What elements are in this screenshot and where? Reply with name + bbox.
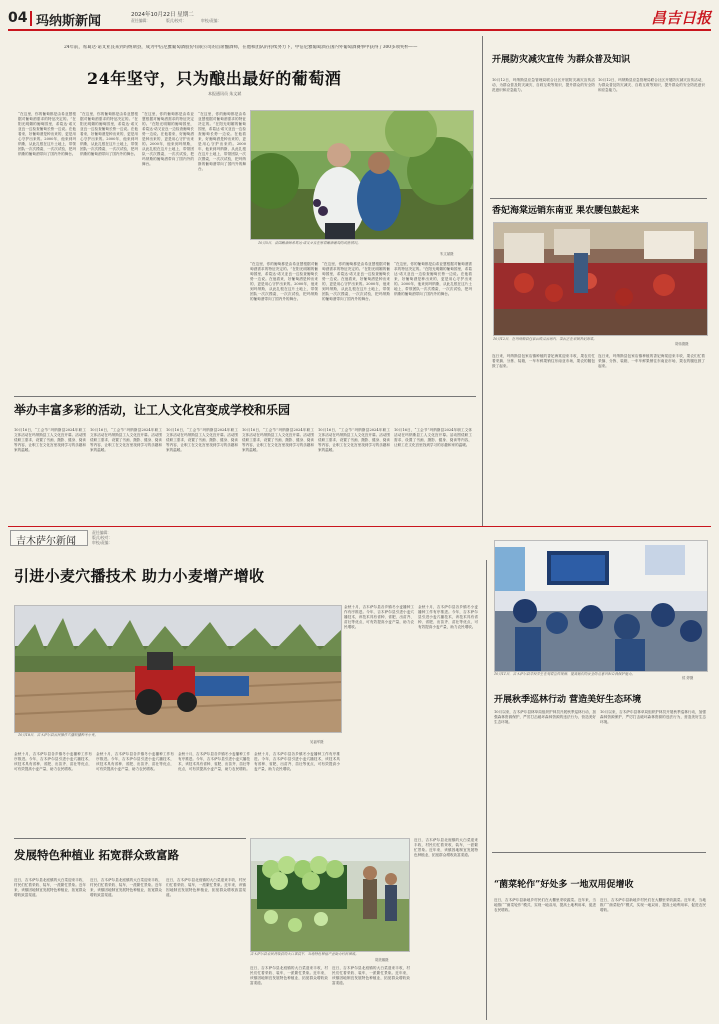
- lead-photo-winemaker: [250, 110, 474, 240]
- lower-right-headline-2: “菌菜轮作”好处多 一地双用促增收: [494, 880, 634, 890]
- issue-date: 2024年10月22日 星期二: [131, 12, 194, 18]
- lower-story2-col5: 近日，吉木萨尔县北庭镇的大白菜迎来丰收，村民们忙着采收、装车，一派繁忙景象。近年来，该镇因地制宜发展特色种植业，拓宽群众增收致富渠道。: [332, 966, 410, 985]
- lower-editor-3: 审校/责编：: [92, 540, 113, 545]
- right-mid-col2: 连日来，玛纳斯县包家店镇种植的香妃海棠迎来丰收，果农们忙着采摘、分拣、装箱，一车车鲜果销往东南亚市场，果农的腰包鼓了起来。: [598, 354, 705, 368]
- lower-cabbage-credit: 胡美娜摄: [375, 958, 389, 962]
- lower-right-headline-1: 开展秋季巡林行动 营造美好生态环境: [494, 695, 642, 705]
- lead-bottom-rule: [14, 396, 476, 397]
- lower-mid-rule: [14, 838, 246, 839]
- lower-photo-credit: 吴福军摄: [310, 740, 324, 744]
- lead-intro: 24年前，希葛达·诺叉亚良来到玛纳斯县，成为中信尼雅葡萄酒股份有限公司的首席酿酒师，在他和团队的持续努力下，中信尼雅葡萄酒在国内外葡萄酒赛事中获得了300多项奖杯——: [64, 45, 418, 50]
- lower-right-photo-caption: 10月11日，吉木萨尔县学校学生在观看宣传视频，提高他们的安全防范意识和自我保护能力。: [494, 672, 635, 676]
- masthead-divider: [30, 11, 32, 26]
- lower-photo-caption: 10月18日，吉木萨尔县农民操作穴播机播种冬小麦。: [18, 733, 98, 737]
- right-mid-headline: 香妃海棠远销东南亚 果农腰包鼓起来: [492, 206, 640, 216]
- lower-section-title: 吉木萨尔新闻: [16, 536, 76, 547]
- editor-line-2: 版式/校对：: [166, 18, 187, 23]
- lower-red-rule: [8, 526, 711, 527]
- right-mid-photo-credit: 胡伟德摄: [675, 342, 689, 346]
- lower-story2-headline: 发展特色种植业 拓宽群众致富路: [14, 848, 180, 862]
- right-top-headline: 开展防灾减灾宣传 为群众普及知识: [492, 55, 631, 65]
- story2-col4: 10月16日，“工会节”玛纳斯县2024年职工文体活动在玛纳斯县工人文化宫开幕。活动围绕职工需求，设置了书画、摄影、健身、阅读等内容，让职工在文化宫里找到学习的乐趣和家的温暖。: [242, 428, 314, 452]
- lower-right-photo-classroom: [494, 540, 708, 672]
- story2-col3: 10月16日，“工会节”玛纳斯县2024年职工文体活动在玛纳斯县工人文化宫开幕。活动围绕职工需求，设置了书画、摄影、健身、阅读等内容，让职工在文化宫里找到学习的乐趣和家的温暖。: [166, 428, 238, 452]
- lead-photo-caption: 10月5日，法国酿酒师希葛达·诺叉亚良在察看酿酒葡萄的成熟情况。: [258, 241, 361, 245]
- lower-right-photo-credit: 侯 婷摄: [682, 676, 694, 680]
- lower-story2-col2: 近日，吉木萨尔县北庭镇的大白菜迎来丰收，村民们忙着采收、装车，一派繁忙景象。近年来，该镇因地制宜发展特色种植业，拓宽群众增收致富渠道。: [90, 878, 162, 897]
- lead-body-col2: “在这里，你的葡萄都是由希亚慧根据对葡萄酒需求的特征决定的。”在阳光明媚的葡萄园里，希葛达·诺叉亚良一边检查葡萄长势一边说。在他看来，好葡萄酒是种出来的，更是用心守护出来的。2000年，他来到玛纳斯，从此扎根在这片土地上，带领团队一次次摸索，一次次试验，把玛纳斯的葡萄酒带向了国内外的舞台。: [80, 112, 138, 156]
- section-title: 玛纳斯新闻: [36, 14, 102, 29]
- lower-right-col3: 近日，吉木萨尔县新地乡村民们在大棚里采收蔬菜。近年来，当地推广“菌菜轮作”模式，实现一地双用，提高土地利用率，促进农民增收。: [494, 898, 596, 912]
- right-mid-photo-caption: 10月12日，在玛纳斯县包家店镇某农场内，果农正在采摘香妃海棠。: [493, 337, 597, 341]
- editor-line-1: 责任编辑：: [131, 18, 150, 23]
- lead-body-col7: “在这里，你的葡萄都是由希亚慧根据对葡萄酒需求的特征决定的。”在阳光明媚的葡萄园里，希葛达·诺叉亚良一边检查葡萄长势一边说。在他看来，好葡萄酒是种出来的，更是用心守护出来的。2000年，他来到玛纳斯，从此扎根在这片土地上，带领团队一次次摸索，一次次试验，把玛纳斯的葡萄酒带向了国内外的舞台。: [394, 262, 472, 296]
- lead-body-col1: “在这里，你的葡萄都是由希亚慧根据对葡萄酒需求的特征决定的。”在阳光明媚的葡萄园里，希葛达·诺叉亚良一边检查葡萄长势一边说。在他看来，好葡萄酒是种出来的，更是用心守护出来的。2000年，他来到玛纳斯，从此扎根在这片土地上，带领团队一次次摸索，一次次试验，把玛纳斯的葡萄酒带向了国内外的舞台。: [18, 112, 76, 156]
- lead-body-col4: “在这里，你的葡萄都是由希亚慧根据对葡萄酒需求的特征决定的。”在阳光明媚的葡萄园里，希葛达·诺叉亚良一边检查葡萄长势一边说。在他看来，好葡萄酒是种出来的，更是用心守护出来的。2000年，他来到玛纳斯，从此扎根在这片土地上，带领团队一次次摸索，一次次试验，把玛纳斯的葡萄酒带向了国内外的舞台。: [198, 112, 246, 171]
- lower-col3: 金秋十月，吉木萨尔县各乡镇冬小麦播种工作有序推进。今年，吉木萨尔县引进小麦穴播技术，该技术具有省种、省肥、出苗齐、苗壮等优点，可有效提高小麦产量，助力农民增收。: [178, 752, 250, 771]
- story2-col1: 10月16日，“工会节”玛纳斯县2024年职工文体活动在玛纳斯县工人文化宫开幕。活动围绕职工需求，设置了书画、摄影、健身、阅读等内容，让职工在文化宫里找到学习的乐趣和家的温暖。: [14, 428, 86, 452]
- lead-body-col6: “在这里，你的葡萄都是由希亚慧根据对葡萄酒需求的特征决定的。”在阳光明媚的葡萄园里，希葛达·诺叉亚良一边检查葡萄长势一边说。在他看来，好葡萄酒是种出来的，更是用心守护出来的。2000年，他来到玛纳斯，从此扎根在这片土地上，带领团队一次次摸索，一次次试验，把玛纳斯的葡萄酒带向了国内外的舞台。: [322, 262, 390, 301]
- editor-line-3: 审校/责编：: [201, 18, 222, 23]
- story2-col2: 10月16日，“工会节”玛纳斯县2024年职工文体活动在玛纳斯县工人文化宫开幕。活动围绕职工需求，设置了书画、摄影、健身、阅读等内容，让职工在文化宫里找到学习的乐趣和家的温暖。: [90, 428, 162, 452]
- column-divider-top: [482, 36, 483, 526]
- lower-photo-cabbage: [250, 838, 410, 952]
- column-divider-bottom: [486, 560, 487, 1020]
- lower-story2-col1: 近日，吉木萨尔县北庭镇的大白菜迎来丰收，村民们忙着采收、装车，一派繁忙景象。近年来，该镇因地制宜发展特色种植业，拓宽群众增收致富渠道。: [14, 878, 86, 897]
- lead-byline: 本报通讯员 朱文斌: [208, 91, 242, 96]
- lower-editor-2: 版式/校对：: [92, 535, 113, 540]
- lower-right-col2: 10月以来，吉木萨尔县林草局组织护林员开展秋季巡林行动，加强森林资源保护，严厉打击破坏森林资源的违法行为，营造美好生态环境。: [600, 710, 706, 724]
- lead-body-col3: “在这里，你的葡萄都是由希亚慧根据对葡萄酒需求的特征决定的。”在阳光明媚的葡萄园里，希葛达·诺叉亚良一边检查葡萄长势一边说。在他看来，好葡萄酒是种出来的，更是用心守护出来的。2000年，他来到玛纳斯，从此扎根在这片土地上，带领团队一次次摸索，一次次试验，把玛纳斯的葡萄酒带向了国内外的舞台。: [142, 112, 194, 166]
- right-top-col1: 10月12日，玛纳斯县应急管理局联合社区开展防灾减灾宣传活动，为群众普及防灾减灾、自救互救等知识，提升群众的安全防范意识和应急能力。: [492, 78, 595, 92]
- story2-col5: 10月16日，“工会节”玛纳斯县2024年职工文体活动在玛纳斯县工人文化宫开幕。活动围绕职工需求，设置了书画、摄影、健身、阅读等内容，让职工在文化宫里找到学习的乐趣和家的温暖。: [318, 428, 390, 452]
- lead-headline: 24年坚守，只为酿出最好的葡萄酒: [87, 69, 342, 88]
- lower-col4: 金秋十月，吉木萨尔县各乡镇冬小麦播种工作有序推进。今年，吉木萨尔县引进小麦穴播技术，该技术具有省种、省肥、出苗齐、苗壮等优点，可有效提高小麦产量，助力农民增收。: [254, 752, 340, 771]
- right-top-rule: [490, 198, 707, 199]
- lower-col1: 金秋十月，吉木萨尔县各乡镇冬小麦播种工作有序推进。今年，吉木萨尔县引进小麦穴播技术，该技术具有省种、省肥、出苗齐、苗壮等优点，可有效提高小麦产量，助力农民增收。: [14, 752, 92, 771]
- lower-story2-col6: 近日，吉木萨尔县北庭镇的大白菜迎来丰收，村民们忙着采收、装车，一派繁忙景象。近年来，该镇因地制宜发展特色种植业，拓宽群众增收致富渠道。: [414, 838, 478, 857]
- lower-col6: 金秋十月，吉木萨尔县各乡镇冬小麦播种工作有序推进。今年，吉木萨尔县引进小麦穴播技术，该技术具有省种、省肥、出苗齐、苗壮等优点，可有效提高小麦产量，助力农民增收。: [418, 605, 478, 629]
- right-top-col2: 10月12日，玛纳斯县应急管理局联合社区开展防灾减灾宣传活动，为群众普及防灾减灾、自救互救等知识，提升群众的安全防范意识和应急能力。: [598, 78, 705, 92]
- lead-photo-credit: 朱文斌摄: [440, 252, 454, 256]
- masthead: [8, 7, 711, 29]
- lower-right-col4: 近日，吉木萨尔县新地乡村民们在大棚里采收蔬菜。近年来，当地推广“菌菜轮作”模式，实现一地双用，提高土地利用率，促进农民增收。: [600, 898, 706, 912]
- story2-headline: 举办丰富多彩的活动，让工人文化宫变成学校和乐园: [14, 403, 291, 417]
- lower-story2-col4: 近日，吉木萨尔县北庭镇的大白菜迎来丰收，村民们忙着采收、装车，一派繁忙景象。近年来，该镇因地制宜发展特色种植业，拓宽群众增收致富渠道。: [250, 966, 328, 985]
- lower-right-rule: [492, 852, 706, 853]
- lower-cabbage-caption: 吉木萨尔县农民将收获的大白菜装车，当地特色种植产业助力村民增收。: [250, 952, 359, 956]
- right-mid-photo-fruit: [493, 222, 708, 336]
- lower-right-col1: 10月以来，吉木萨尔县林草局组织护林员开展秋季巡林行动，加强森林资源保护，严厉打击破坏森林资源的违法行为，营造美好生态环境。: [494, 710, 596, 724]
- lower-section-box: [10, 530, 88, 546]
- story2-col6: 10月16日，“工会节”玛纳斯县2024年职工文体活动在玛纳斯县工人文化宫开幕。活动围绕职工需求，设置了书画、摄影、健身、阅读等内容，让职工在文化宫里找到学习的乐趣和家的温暖。: [394, 428, 472, 447]
- lead-body-col5: “在这里，你的葡萄都是由希亚慧根据对葡萄酒需求的特征决定的。”在阳光明媚的葡萄园里，希葛达·诺叉亚良一边检查葡萄长势一边说。在他看来，好葡萄酒是种出来的，更是用心守护出来的。2000年，他来到玛纳斯，从此扎根在这片土地上，带领团队一次次摸索，一次次试验，把玛纳斯的葡萄酒带向了国内外的舞台。: [250, 262, 318, 301]
- lower-col2: 金秋十月，吉木萨尔县各乡镇冬小麦播种工作有序推进。今年，吉木萨尔县引进小麦穴播技术，该技术具有省种、省肥、出苗齐、苗壮等优点，可有效提高小麦产量，助力农民增收。: [96, 752, 174, 771]
- page-number: 04: [8, 10, 28, 26]
- lower-headline: 引进小麦穴播技术 助力小麦增产增收: [14, 567, 265, 585]
- newspaper-logo: 昌吉日报: [651, 9, 712, 27]
- right-mid-col1: 连日来，玛纳斯县包家店镇种植的香妃海棠迎来丰收，果农们忙着采摘、分拣、装箱，一车车鲜果销往东南亚市场，果农的腰包鼓了起来。: [492, 354, 595, 368]
- lower-story2-col3: 近日，吉木萨尔县北庭镇的大白菜迎来丰收，村民们忙着采收、装车，一派繁忙景象。近年来，该镇因地制宜发展特色种植业，拓宽群众增收致富渠道。: [166, 878, 246, 897]
- top-red-rule: [8, 29, 711, 31]
- lower-col5: 金秋十月，吉木萨尔县各乡镇冬小麦播种工作有序推进。今年，吉木萨尔县引进小麦穴播技术，该技术具有省种、省肥、出苗齐、苗壮等优点，可有效提高小麦产量，助力农民增收。: [344, 605, 414, 629]
- lower-editor-1: 责任编辑：: [92, 530, 111, 535]
- lower-photo-wheat-seeder: [14, 605, 342, 733]
